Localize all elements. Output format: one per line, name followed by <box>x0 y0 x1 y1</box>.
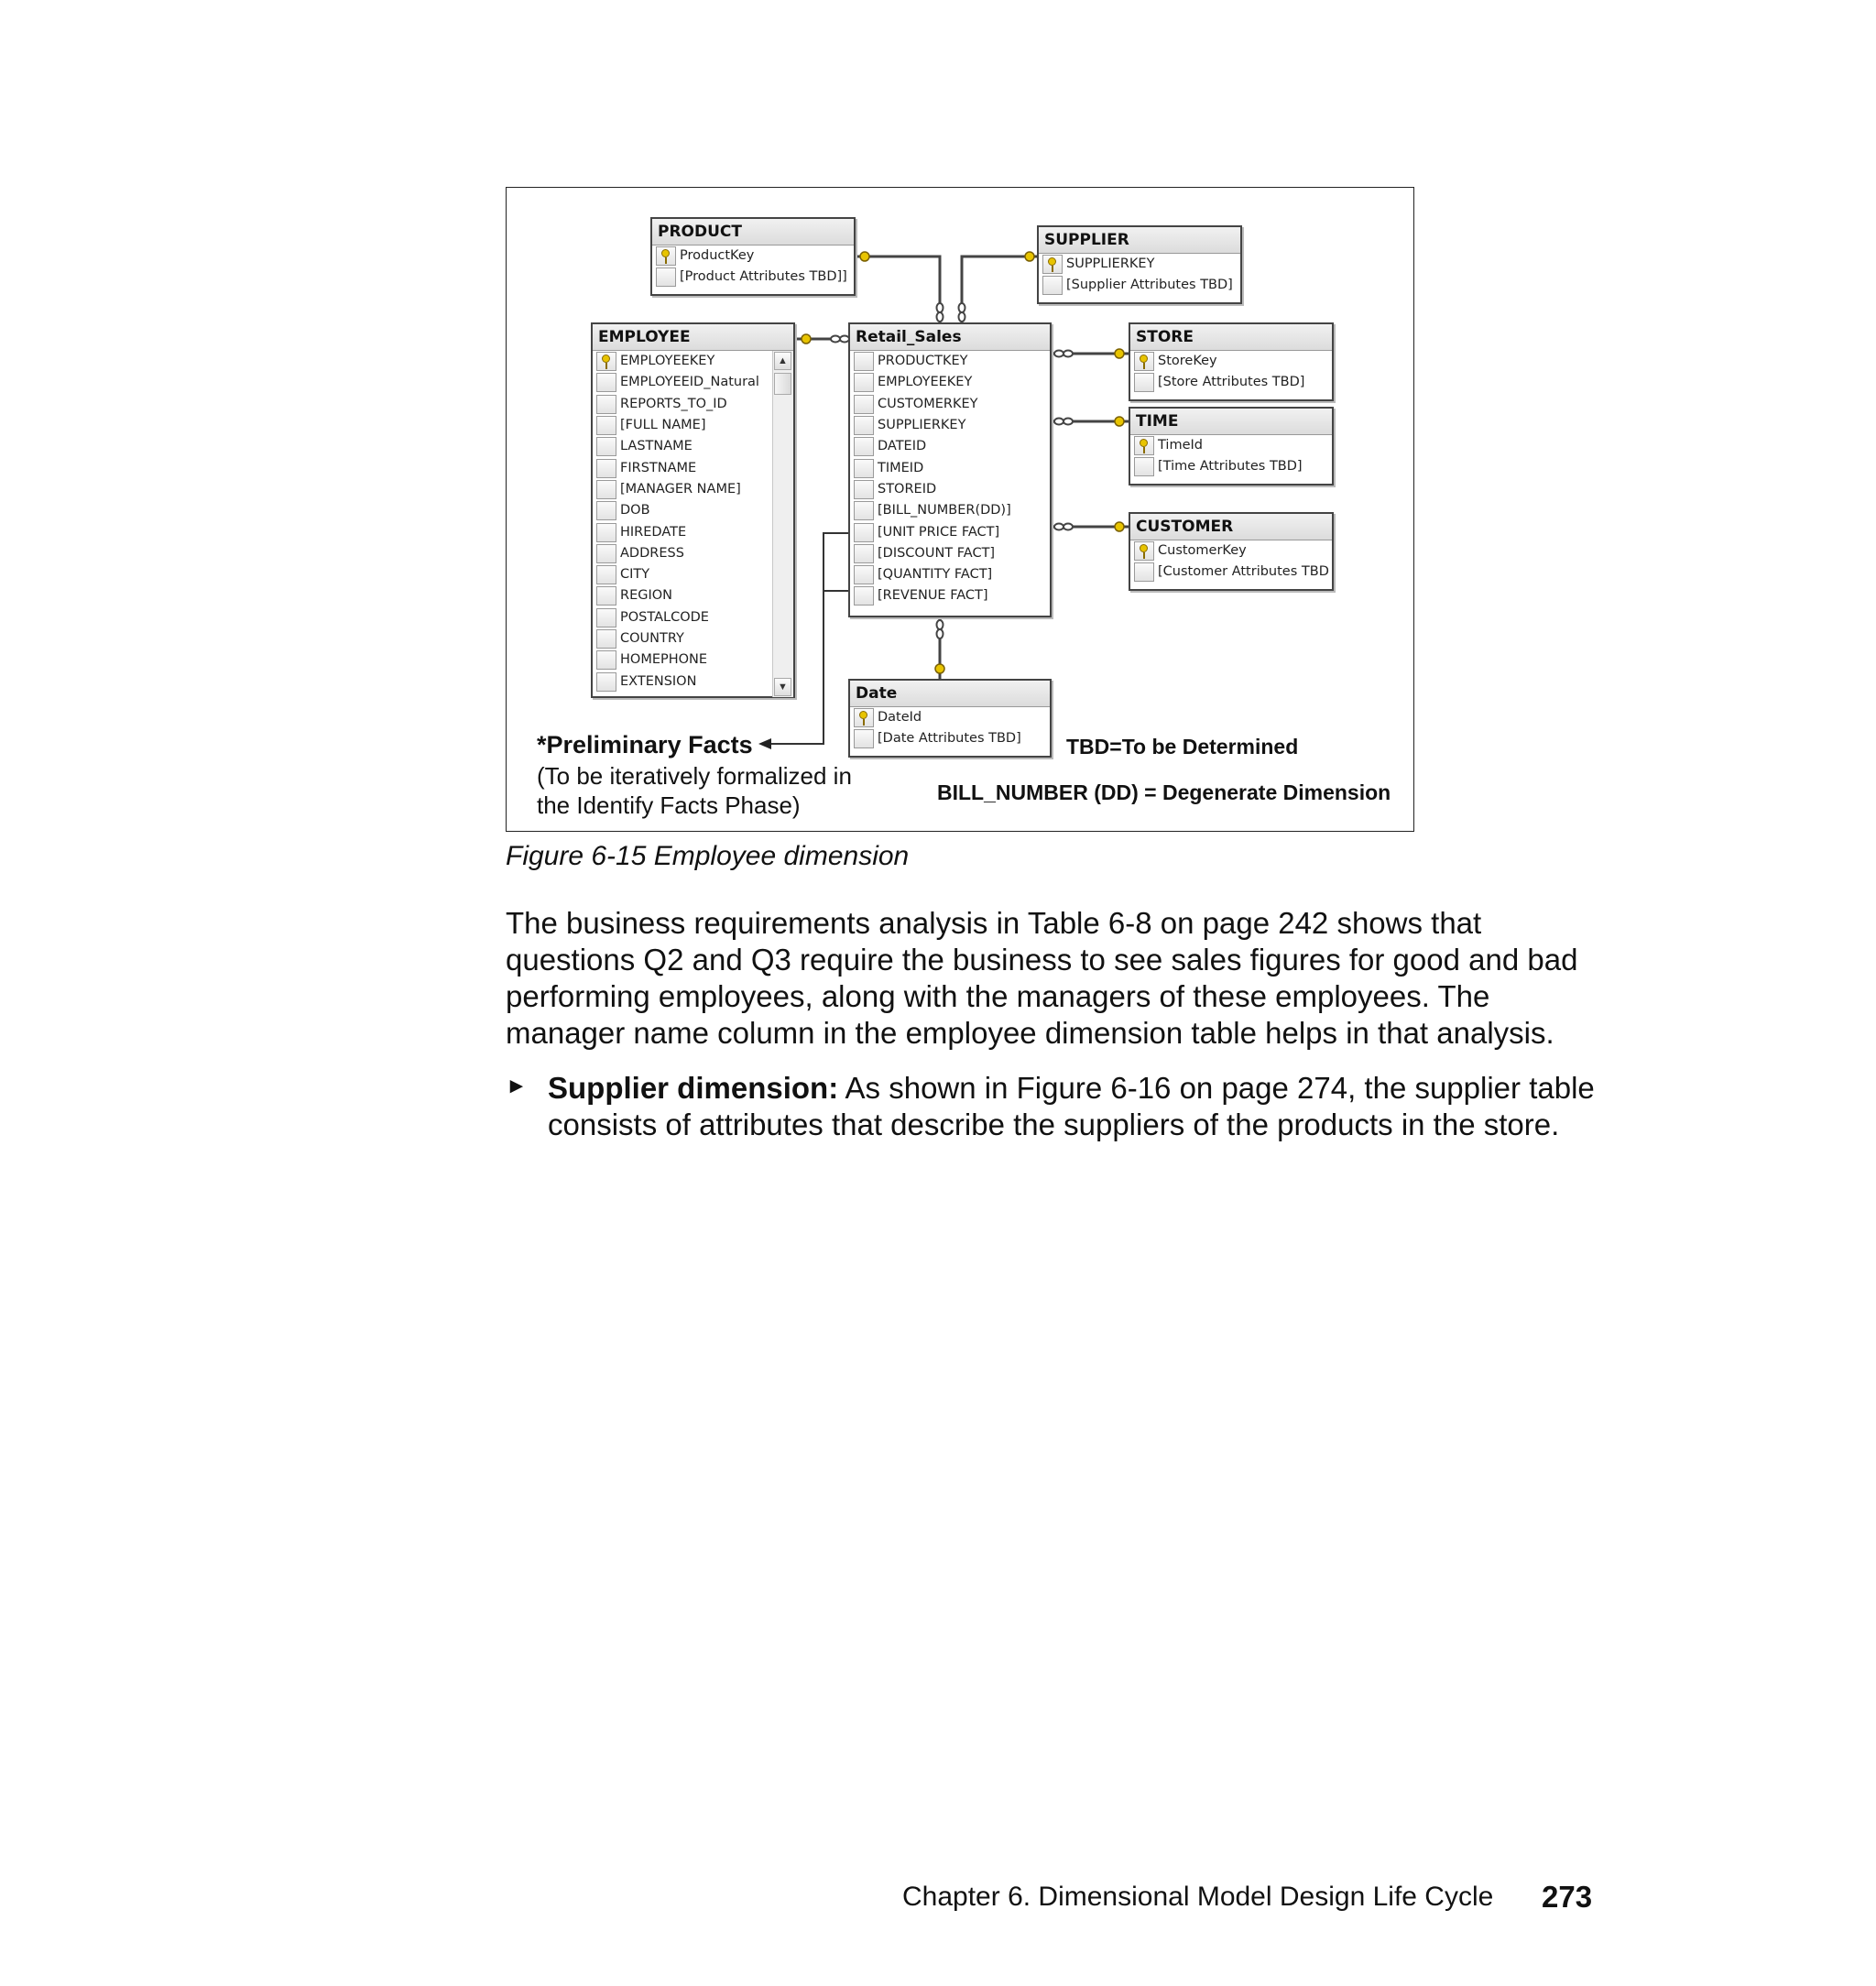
table-row: CustomerKey <box>1130 540 1332 562</box>
table-time[interactable] <box>1129 407 1334 486</box>
table-row: [BILL_NUMBER(DD)] <box>850 500 1050 521</box>
table-row: FIRSTNAME <box>593 457 793 478</box>
bullet-text: As shown in Figure 6-16 on page 274, the supplier table consists of attributes that describe the suppliers of the products in the store. <box>548 1071 1595 1141</box>
scroll-thumb[interactable] <box>774 373 791 395</box>
table-row: EMPLOYEEKEY <box>593 351 793 372</box>
many-end-icon <box>937 629 943 638</box>
key-icon <box>602 355 610 363</box>
key-icon <box>1140 439 1148 447</box>
table-row: [Date Attributes TBD] <box>850 728 1050 749</box>
body-paragraph: The business requirements analysis in Table 6-8 on page 242 shows that questions Q2 and Q3 require the business to see sales figures for good and bad performing employees, along with the managers of these employees. The manager name column in the employee dimension table helps in that analysis. <box>506 906 1578 1050</box>
row-selector <box>596 501 616 520</box>
row-selector <box>854 501 874 520</box>
table-store[interactable] <box>1129 322 1334 401</box>
row-selector <box>596 586 616 606</box>
row-selector <box>854 544 874 563</box>
row-selector <box>596 416 616 435</box>
many-end-icon <box>831 336 840 343</box>
key-icon <box>859 711 867 719</box>
row-selector <box>854 523 874 542</box>
employee-scrollbar[interactable] <box>772 351 793 697</box>
row-selector <box>1042 255 1063 274</box>
table-row: REGION <box>593 585 793 606</box>
table-row: [Time Attributes TBD] <box>1130 456 1332 477</box>
row-selector <box>854 708 874 727</box>
row-selector <box>854 352 874 371</box>
row-selector <box>854 395 874 414</box>
key-end-icon <box>860 252 869 261</box>
table-row: TIMEID <box>850 457 1050 478</box>
row-selector <box>1134 562 1154 582</box>
table-row: [UNIT PRICE FACT] <box>850 521 1050 542</box>
table-row: ProductKey <box>652 246 854 267</box>
table-customer[interactable] <box>1129 512 1334 591</box>
table-row: CUSTOMERKEY <box>850 394 1050 415</box>
preliminary-facts-line1: (To be iteratively formalized in <box>537 762 852 790</box>
table-row: DOB <box>593 500 793 521</box>
key-end-icon <box>1115 349 1124 358</box>
row-selector <box>596 373 616 392</box>
row-selector <box>596 672 616 692</box>
key-end-icon <box>935 664 944 673</box>
row-selector <box>854 459 874 478</box>
footer-chapter-title: Chapter 6. Dimensional Model Design Life Cycle <box>902 1882 1494 1912</box>
many-end-icon <box>1063 524 1073 530</box>
row-selector <box>854 565 874 584</box>
table-row: HIREDATE <box>593 521 793 542</box>
table-supplier[interactable] <box>1037 225 1242 304</box>
table-title: CUSTOMER <box>1130 514 1332 540</box>
row-selector <box>854 480 874 499</box>
table-title: Retail_Sales <box>850 324 1050 351</box>
table-row: [FULL NAME] <box>593 415 793 436</box>
table-row: HOMEPHONE <box>593 649 793 671</box>
row-selector <box>1042 276 1063 295</box>
row-selector <box>1134 457 1154 476</box>
table-row: STOREID <box>850 479 1050 500</box>
table-row: TimeId <box>1130 435 1332 456</box>
table-row: [REVENUE FACT] <box>850 585 1050 606</box>
bullet-triangle-icon: ► <box>506 1074 528 1098</box>
table-row: [Store Attributes TBD] <box>1130 372 1332 393</box>
table-retail-sales[interactable] <box>848 322 1052 617</box>
table-row: [QUANTITY FACT] <box>850 564 1050 585</box>
row-selector <box>596 480 616 499</box>
table-row: POSTALCODE <box>593 607 793 628</box>
table-title: STORE <box>1130 324 1332 351</box>
many-end-icon <box>1063 419 1073 425</box>
table-row: EXTENSION <box>593 671 793 692</box>
table-row: [Customer Attributes TBD <box>1130 562 1332 583</box>
table-row: DATEID <box>850 436 1050 457</box>
scroll-up-icon[interactable]: ▲ <box>774 352 791 370</box>
table-row: PRODUCTKEY <box>850 351 1050 372</box>
row-selector <box>596 608 616 627</box>
table-row: DateId <box>850 707 1050 728</box>
table-product[interactable] <box>650 217 856 296</box>
page-number: 273 <box>1542 1880 1593 1914</box>
key-icon <box>1140 355 1148 363</box>
table-row: EMPLOYEEID_Natural <box>593 372 793 393</box>
key-icon <box>1048 257 1056 266</box>
table-row: COUNTRY <box>593 628 793 649</box>
table-row: StoreKey <box>1130 351 1332 372</box>
row-selector <box>854 416 874 435</box>
many-end-icon <box>1054 524 1063 530</box>
table-title: SUPPLIER <box>1039 227 1240 254</box>
many-end-icon <box>937 303 943 312</box>
row-selector <box>1134 352 1154 371</box>
table-row: [Supplier Attributes TBD] <box>1039 275 1240 296</box>
row-selector <box>1134 541 1154 561</box>
table-title: PRODUCT <box>652 219 854 246</box>
table-date[interactable] <box>848 679 1052 758</box>
row-selector <box>596 352 616 371</box>
row-selector <box>854 373 874 392</box>
table-title: TIME <box>1130 409 1332 435</box>
table-row: [DISCOUNT FACT] <box>850 543 1050 564</box>
key-end-icon <box>1115 522 1124 531</box>
many-end-icon <box>937 312 943 322</box>
row-selector <box>596 523 616 542</box>
table-employee[interactable] <box>591 322 795 698</box>
table-row: EMPLOYEEKEY <box>850 372 1050 393</box>
row-selector <box>854 729 874 748</box>
row-selector <box>596 395 616 414</box>
row-selector <box>596 437 616 456</box>
table-title: Date <box>850 681 1050 707</box>
key-end-icon <box>1025 252 1034 261</box>
row-selector <box>596 650 616 670</box>
preliminary-facts-title: *Preliminary Facts <box>537 731 753 758</box>
table-row: REPORTS_TO_ID <box>593 394 793 415</box>
table-row: SUPPLIERKEY <box>850 415 1050 436</box>
key-end-icon <box>802 334 811 344</box>
row-selector <box>1134 436 1154 455</box>
many-end-icon <box>937 620 943 629</box>
table-row: ADDRESS <box>593 543 793 564</box>
bill-number-legend: BILL_NUMBER (DD) = Degenerate Dimension <box>937 780 1391 804</box>
many-end-icon <box>1054 419 1063 425</box>
row-selector <box>596 565 616 584</box>
table-row: CITY <box>593 564 793 585</box>
scroll-down-icon[interactable]: ▼ <box>774 678 791 696</box>
many-end-icon <box>1054 351 1063 357</box>
row-selector <box>656 246 676 266</box>
row-selector <box>656 267 676 287</box>
row-selector <box>854 586 874 606</box>
arrow-head-icon <box>758 738 771 749</box>
many-end-icon <box>1063 351 1073 357</box>
key-end-icon <box>1115 417 1124 426</box>
preliminary-facts-line2: the Identify Facts Phase) <box>537 791 801 819</box>
table-row: [Product Attributes TBD]] <box>652 267 854 288</box>
many-end-icon <box>959 312 965 322</box>
key-icon <box>661 249 670 257</box>
row-selector <box>1134 373 1154 392</box>
table-row: SUPPLIERKEY <box>1039 254 1240 275</box>
row-selector <box>596 544 616 563</box>
tbd-legend: TBD=To be Determined <box>1066 735 1299 758</box>
bullet-term: Supplier dimension: <box>548 1071 839 1105</box>
table-row: [MANAGER NAME] <box>593 479 793 500</box>
row-selector <box>854 437 874 456</box>
figure-caption: Figure 6-15 Employee dimension <box>506 841 910 871</box>
row-selector <box>596 459 616 478</box>
table-row: LASTNAME <box>593 436 793 457</box>
many-end-icon <box>959 303 965 312</box>
table-title: EMPLOYEE <box>593 324 793 351</box>
key-icon <box>1140 544 1148 552</box>
row-selector <box>596 629 616 649</box>
